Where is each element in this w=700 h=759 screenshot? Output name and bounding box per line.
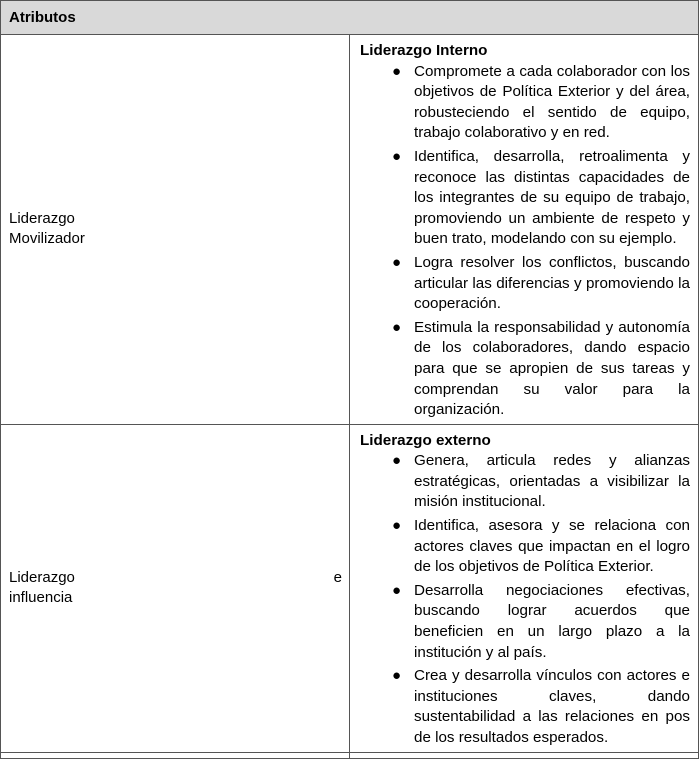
list-item <box>360 318 690 421</box>
list-item-text: Genera, articula redes y alianzas estratégicas, orientadas a visibilizar la misión institucional. <box>414 452 690 511</box>
list-item <box>360 253 690 315</box>
bullet-icon: ● <box>392 517 402 535</box>
list-item-text: Identifica, asesora y se relaciona con actores claves que impactan en el logro de los objetivos de Política Exterior. <box>414 517 690 576</box>
row-label-line2: influencia <box>9 589 73 607</box>
bullet-icon: ● <box>392 147 402 165</box>
section-title-liderazgo-interno: Liderazgo Interno <box>360 42 488 59</box>
table-row <box>1 424 699 752</box>
bullet-list <box>360 451 690 748</box>
empty-cell <box>350 752 699 758</box>
row-label-line1: Liderazgo e <box>9 569 342 587</box>
bullet-icon: ● <box>392 581 402 599</box>
bullet-icon: ● <box>392 62 402 80</box>
row-label-liderazgo-e-influencia <box>1 424 350 752</box>
list-item-text: Estimula la responsabilidad y autonomía de los colaboradores, dando espacio para que se apropien de sus tareas y comprendan su valor para la organización. <box>414 318 690 419</box>
list-item <box>360 666 690 748</box>
row-label-line2: Movilizador <box>9 230 85 248</box>
list-item <box>360 147 690 250</box>
list-item-text: Crea y desarrolla vínculos con actores e instituciones claves, dando sustentabilidad a las relaciones en pos de los resultados esperados. <box>414 667 690 746</box>
bullet-icon: ● <box>392 667 402 685</box>
list-item <box>360 62 690 144</box>
list-item <box>360 451 690 513</box>
table-row-continuation <box>1 752 699 758</box>
row-content-liderazgo-externo <box>350 424 699 752</box>
empty-cell <box>1 752 350 758</box>
list-item <box>360 581 690 663</box>
table-header-attributes: Atributos <box>1 1 699 35</box>
list-item-text: Compromete a cada colaborador con los objetivos de Política Exterior y del área, robusteciendo el sentido de equipo, trabajo colaborativo y en red. <box>414 62 690 142</box>
row-content-liderazgo-interno <box>350 35 699 425</box>
list-item-text: Logra resolver los conflictos, buscando articular las diferencias y promoviendo la cooperación. <box>414 253 690 313</box>
section-title-liderazgo-externo: Liderazgo externo <box>360 431 491 449</box>
row-label-line1: Liderazgo <box>9 210 75 228</box>
bullet-icon: ● <box>392 318 402 336</box>
table-row <box>1 35 699 425</box>
bullet-list <box>360 62 690 421</box>
list-item <box>360 516 690 578</box>
list-item-text: Desarrolla negociaciones efectivas, buscando lograr acuerdos que beneficien en un largo plazo a la institución y al país. <box>414 581 690 661</box>
bullet-icon: ● <box>392 452 402 470</box>
row-label-liderazgo-movilizador <box>1 35 350 425</box>
list-item-text: Identifica, desarrolla, retroalimenta y reconoce las distintas capacidades de los integrantes de su equipo de trabajo, promoviendo un ambiente de respeto y buen trato, modelando con su ejemplo. <box>414 147 690 248</box>
bullet-icon: ● <box>392 253 402 271</box>
